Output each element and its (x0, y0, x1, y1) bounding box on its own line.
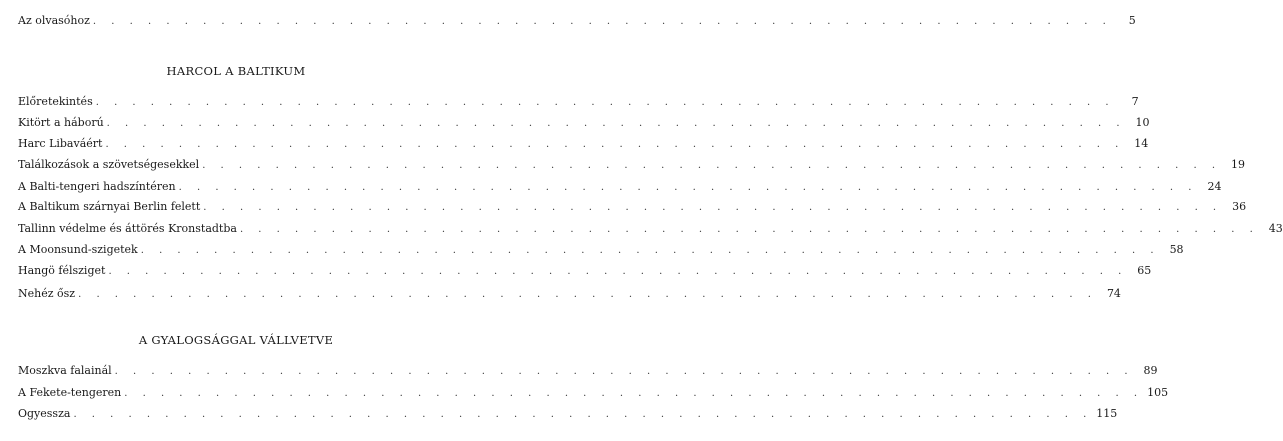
entry-title: Ogyessza (18, 407, 71, 420)
entry-page-number: 43 (1268, 222, 1283, 235)
dot-leader: . . . . . . . . . . . . . . . . . . . . . . . . . . . . . . . . . . . . . . . . . . . . . . . . . . . . . . . . (124, 388, 1144, 399)
entry-page-number: 36 (1232, 200, 1247, 213)
entry-page-number: 5 (1128, 14, 1136, 27)
dot-leader: . . . . . . . . . . . . . . . . . . . . . . . . . . . . . . . . . . . . . . . . . . . . . . . . . . . . . . . . (105, 139, 1125, 150)
entry-page-number: 7 (1131, 95, 1139, 108)
entry-page-number: 58 (1169, 243, 1184, 256)
entry-title: Előretekintés (18, 95, 93, 108)
entry-title: Nehéz ősz (18, 287, 76, 300)
toc-entry (18, 364, 1158, 379)
entry-page-number: 105 (1147, 386, 1169, 399)
dot-leader: . . . . . . . . . . . . . . . . . . . . . . . . . . . . . . . . . . . . . . . . . . . . . . . . . . . . . . . . (202, 160, 1222, 171)
toc-entry (18, 200, 1247, 215)
dot-leader: . . . . . . . . . . . . . . . . . . . . . . . . . . . . . . . . . . . . . . . . . . . . . . . . . . . . . . . . (73, 409, 1093, 420)
dot-leader: . . . . . . . . . . . . . . . . . . . . . . . . . . . . . . . . . . . . . . . . . . . . . . . . . . . . . . . . (114, 366, 1134, 377)
toc-entry (18, 116, 1150, 131)
entry-title: Találkozások a szövetségesekkel (18, 158, 200, 171)
dot-leader: . . . . . . . . . . . . . . . . . . . . . . . . . . . . . . . . . . . . . . . . . . . . . . . . . . . . . . . . (239, 224, 1259, 235)
entry-page-number: 89 (1143, 364, 1158, 377)
entry-page-number: 24 (1207, 180, 1222, 193)
entry-page-number: 10 (1135, 116, 1150, 129)
toc-entry (18, 386, 1169, 401)
dot-leader: . . . . . . . . . . . . . . . . . . . . . . . . . . . . . . . . . . . . . . . . . . . . . . . . . . . . . . . . (203, 202, 1223, 213)
dot-leader: . . . . . . . . . . . . . . . . . . . . . . . . . . . . . . . . . . . . . . . . . . . . . . . . . . . . . . . . (95, 97, 1115, 108)
section-heading: A GYALOGSÁGGAL VÁLLVETVE (138, 333, 334, 347)
toc-entry (18, 287, 1121, 302)
entry-page-number: 115 (1096, 407, 1118, 420)
entry-title: Tallinn védelme és áttörés Kronstadtba (18, 222, 237, 235)
dot-leader: . . . . . . . . . . . . . . . . . . . . . . . . . . . . . . . . . . . . . . . . . . . . . . . . . . . . . . . . (140, 245, 1160, 256)
dot-leader: . . . . . . . . . . . . . . . . . . . . . . . . . . . . . . . . . . . . . . . . . . . . . . . . . . . . . . . . (106, 118, 1126, 129)
entry-page-number: 14 (1134, 137, 1149, 150)
toc-entry (18, 264, 1152, 279)
toc-entry (18, 407, 1118, 422)
dot-leader: . . . . . . . . . . . . . . . . . . . . . . . . . . . . . . . . . . . . . . . . . . . . . . . . . . . . . . . . (92, 16, 1112, 27)
toc-entry (18, 158, 1246, 173)
toc-entry (18, 137, 1149, 152)
entry-page-number: 65 (1137, 264, 1152, 277)
toc-entry (18, 243, 1184, 258)
toc-entry (18, 180, 1222, 195)
entry-title: A Moonsund-szigetek (18, 243, 138, 256)
entry-page-number: 74 (1106, 287, 1121, 300)
toc-entry (18, 222, 1283, 237)
entry-title: Kitört a háború (18, 116, 104, 129)
entry-title: Az olvasóhoz (18, 14, 90, 27)
entry-title: A Baltikum szárnyai Berlin felett (18, 200, 201, 213)
entry-title: Harc Libaváért (18, 137, 103, 150)
dot-leader: . . . . . . . . . . . . . . . . . . . . . . . . . . . . . . . . . . . . . . . . . . . . . . . . . . . . . . . . (178, 182, 1198, 193)
toc-entry (18, 95, 1139, 110)
entry-title: Hangö félsziget (18, 264, 106, 277)
entry-page-number: 19 (1231, 158, 1246, 171)
entry-title: A Balti-tengeri hadszíntéren (18, 180, 176, 193)
section-heading: HARCOL A BALTIKUM (166, 64, 306, 78)
entry-title: Moszkva falainál (18, 364, 112, 377)
dot-leader: . . . . . . . . . . . . . . . . . . . . . . . . . . . . . . . . . . . . . . . . . . . . . . . . . . . . . . . . (108, 266, 1128, 277)
entry-title: A Fekete-tengeren (18, 386, 122, 399)
toc-entry-intro (18, 14, 1136, 29)
dot-leader: . . . . . . . . . . . . . . . . . . . . . . . . . . . . . . . . . . . . . . . . . . . . . . . . . . . . . . . . (78, 289, 1097, 300)
